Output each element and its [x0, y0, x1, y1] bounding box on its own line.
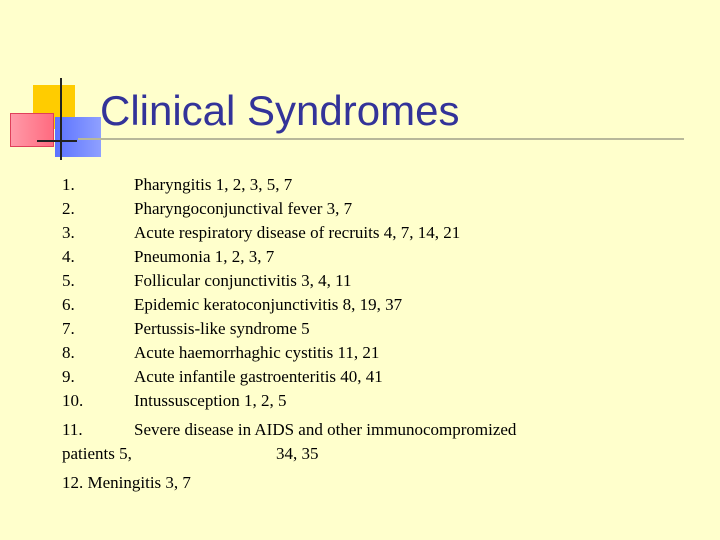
list-item	[62, 293, 662, 317]
list-item	[62, 365, 662, 389]
item-number: 4.	[62, 247, 75, 266]
item-text: Pneumonia 1, 2, 3, 7	[134, 247, 275, 266]
list-item	[62, 221, 662, 245]
item-text: Intussusception 1, 2, 5	[134, 391, 287, 410]
item-number: 8.	[62, 343, 75, 362]
item-text: Pharyngoconjunctival fever 3, 7	[134, 199, 353, 218]
item-11-line-2a: patients 5,	[62, 444, 132, 463]
item-text: Epidemic keratoconjunctivitis 8, 19, 37	[134, 295, 403, 314]
list-item	[62, 389, 662, 413]
item-text: Acute respiratory disease of recruits 4, 7, 14, 21	[134, 223, 461, 242]
item-number: 6.	[62, 295, 75, 314]
slide-title: Clinical Syndromes	[100, 87, 460, 134]
item-text: Pharyngitis 1, 2, 3, 5, 7	[134, 175, 293, 194]
list-item	[62, 197, 662, 221]
list-item	[62, 269, 662, 293]
short-horizontal-line	[37, 140, 77, 142]
item-number: 7.	[62, 319, 75, 338]
list-item	[62, 317, 662, 341]
item-number: 9.	[62, 367, 75, 386]
item-number: 11.	[62, 420, 83, 439]
vertical-line	[60, 78, 62, 160]
item-number: 5.	[62, 271, 75, 290]
item-text: Acute infantile gastroenteritis 40, 41	[134, 367, 383, 386]
list-item	[62, 245, 662, 269]
item-text: Pertussis-like syndrome 5	[134, 319, 310, 338]
list-item-12: 12. Meningitis 3, 7	[62, 473, 191, 492]
list-item-11	[62, 418, 662, 466]
item-text: Severe disease in AIDS and other immunocompromized	[134, 420, 517, 439]
item-number: 3.	[62, 223, 75, 242]
item-number: 10.	[62, 391, 84, 410]
item-text: Acute haemorrhaghic cystitis 11, 21	[134, 343, 380, 362]
title-underline	[78, 138, 684, 140]
list-item	[62, 173, 662, 197]
item-11-line-2b: 34, 35	[276, 444, 319, 463]
list-item	[62, 341, 662, 365]
item-number: 1.	[62, 175, 75, 194]
item-number: 2.	[62, 199, 75, 218]
syndrome-list	[62, 173, 662, 495]
decorative-logo-squares	[0, 0, 110, 170]
item-text: Follicular conjunctivitis 3, 4, 11	[134, 271, 352, 290]
